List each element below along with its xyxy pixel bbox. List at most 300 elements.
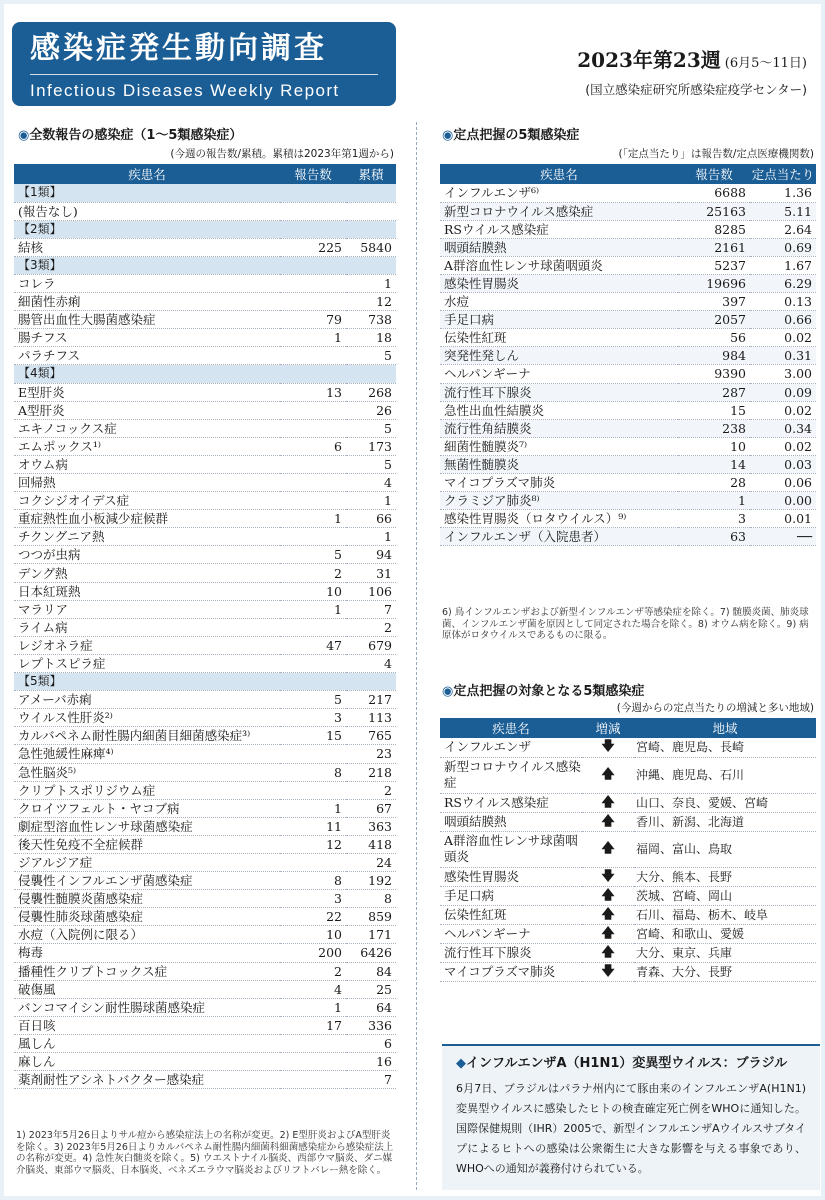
table-row: [440, 905, 816, 924]
col-disease: 疾患名: [440, 164, 678, 184]
report-count: 225: [280, 238, 346, 256]
table-row: [440, 311, 816, 329]
report-count: [280, 274, 346, 292]
disease-name: ウイルス性肝炎²⁾: [14, 709, 280, 727]
table-row: [14, 636, 396, 654]
table-row: [440, 455, 816, 473]
disease-name: マイコプラズマ肺炎: [440, 962, 582, 981]
trend-table: [440, 718, 816, 982]
disease-name: 流行性角結膜炎: [440, 419, 678, 437]
column-divider: [416, 122, 417, 1190]
disease-name: 回帰熱: [14, 474, 280, 492]
cumulative-count: 363: [346, 817, 396, 835]
table-row: [14, 546, 396, 564]
region-list: 大分、東京、兵庫: [634, 943, 816, 962]
table-row: [440, 329, 816, 347]
table-row: [14, 835, 396, 853]
table-row: [440, 757, 816, 793]
disease-name: 腸チフス: [14, 329, 280, 347]
disease-name: クリプトスポリジウム症: [14, 781, 280, 799]
news-title: [456, 1052, 806, 1071]
col-change: 増減: [582, 718, 634, 738]
table-row: [440, 238, 816, 256]
arrow-up-icon: 🡅: [582, 905, 634, 924]
table-row: [440, 528, 816, 546]
category-label: 【5類】: [14, 673, 396, 691]
disease-name: 伝染性紅斑: [440, 329, 678, 347]
table-row: [14, 293, 396, 311]
cumulative-count: 84: [346, 962, 396, 980]
table-row: [440, 831, 816, 867]
region-list: 茨城、宮崎、岡山: [634, 886, 816, 905]
disease-name: 急性出血性結膜炎: [440, 401, 678, 419]
table-header: [14, 164, 396, 184]
table-row: [14, 455, 396, 473]
disease-name: コクシジオイデス症: [14, 492, 280, 510]
table-row: [14, 1034, 396, 1052]
report-count: 2: [280, 564, 346, 582]
cumulative-count: 5: [346, 347, 396, 365]
section1-note: (今週の報告数/累積。累積は2023年第1週から): [170, 148, 394, 160]
table-row: [14, 329, 396, 347]
report-count: 3: [678, 510, 750, 528]
cumulative-count: 679: [346, 636, 396, 654]
cumulative-count: 4: [346, 474, 396, 492]
report-count: [280, 202, 346, 220]
all-reports-table: [14, 164, 396, 1089]
table-row: [14, 944, 396, 962]
table-row: [14, 437, 396, 455]
category-label: 【2類】: [14, 220, 396, 238]
per-sentinel: 6.29: [750, 274, 816, 292]
category-label: 【3類】: [14, 256, 396, 274]
table-row: [14, 474, 396, 492]
disease-name: 感染性胃腸炎（ロタウイルス）⁹⁾: [440, 510, 678, 528]
disease-name: クロイツフェルト・ヤコブ病: [14, 799, 280, 817]
table-row: [440, 401, 816, 419]
col-reports: 報告数: [280, 164, 346, 184]
report-count: 56: [678, 329, 750, 347]
table-row: [14, 890, 396, 908]
title-japanese: 感染症発生動向調査: [30, 31, 327, 66]
table-row: [440, 293, 816, 311]
table-row: [440, 943, 816, 962]
cumulative-count: 26: [346, 401, 396, 419]
disease-name: 水痘: [440, 293, 678, 311]
disease-name: RSウイルス感染症: [440, 793, 582, 812]
report-source: (国立感染症研究所感染症疫学センター): [585, 82, 807, 97]
report-count: 25163: [678, 202, 750, 220]
bullet-icon: ◉: [442, 684, 454, 699]
news-box: [442, 1044, 820, 1190]
report-count: 8285: [678, 220, 750, 238]
report-count: [280, 474, 346, 492]
disease-name: ヘルパンギーナ: [440, 365, 678, 383]
report-count: 28: [678, 474, 750, 492]
news-title-text: インフルエンザA（H1N1）変異型ウイルス：ブラジル: [466, 1056, 788, 1071]
cumulative-count: 23: [346, 745, 396, 763]
disease-name: マラリア: [14, 600, 280, 618]
report-count: 984: [678, 347, 750, 365]
table-row: [440, 793, 816, 812]
report-count: [280, 528, 346, 546]
table-row: [440, 924, 816, 943]
report-count: 8: [280, 872, 346, 890]
table-row: [14, 654, 396, 672]
cumulative-count: 418: [346, 835, 396, 853]
report-count: [280, 347, 346, 365]
per-sentinel: 0.69: [750, 238, 816, 256]
section3-title-text: 定点把握の対象となる5類感染症: [453, 684, 645, 699]
cumulative-count: 1: [346, 274, 396, 292]
per-sentinel: ──: [750, 528, 816, 546]
table-row: [14, 745, 396, 763]
table-row: [14, 419, 396, 437]
per-sentinel: 0.31: [750, 347, 816, 365]
table-header: [440, 164, 816, 184]
section3-note: (今週からの定点当たりの増減と多い地域): [616, 702, 814, 714]
cumulative-count: 738: [346, 311, 396, 329]
category-row: [14, 256, 396, 274]
table-row: [14, 799, 396, 817]
cumulative-count: [346, 202, 396, 220]
table-row: [14, 311, 396, 329]
table-row: [14, 564, 396, 582]
bullet-icon: ◉: [442, 128, 454, 143]
report-count: 12: [280, 835, 346, 853]
title-english: Infectious Diseases Weekly Report: [30, 81, 340, 100]
cumulative-count: 7: [346, 1071, 396, 1089]
table-row: [440, 184, 816, 202]
report-count: 2057: [678, 311, 750, 329]
per-sentinel: 0.00: [750, 492, 816, 510]
cumulative-count: 218: [346, 763, 396, 781]
disease-name: 播種性クリプトコックス症: [14, 962, 280, 980]
col-disease: 疾患名: [440, 718, 582, 738]
disease-name: 細菌性赤痢: [14, 293, 280, 311]
disease-name: 感染性胃腸炎: [440, 274, 678, 292]
diamond-icon: ◆: [456, 1056, 466, 1071]
cumulative-count: 94: [346, 546, 396, 564]
report-count: 2: [280, 962, 346, 980]
disease-name: 流行性耳下腺炎: [440, 943, 582, 962]
disease-name: 突発性発しん: [440, 347, 678, 365]
report-count: [280, 1053, 346, 1071]
report-count: 63: [678, 528, 750, 546]
report-count: 3: [280, 709, 346, 727]
col-per-sentinel: 定点当たり: [750, 164, 816, 184]
region-list: 山口、奈良、愛媛、宮崎: [634, 793, 816, 812]
arrow-up-icon: 🡅: [582, 886, 634, 905]
report-count: 13: [280, 383, 346, 401]
region-list: 香川、新潟、北海道: [634, 812, 816, 831]
report-count: [280, 1034, 346, 1052]
table-row: [440, 962, 816, 981]
report-count: 287: [678, 383, 750, 401]
report-count: 10: [678, 437, 750, 455]
cumulative-count: 8: [346, 890, 396, 908]
bullet-icon: ◉: [18, 128, 30, 143]
disease-name: RSウイルス感染症: [440, 220, 678, 238]
cumulative-count: 64: [346, 998, 396, 1016]
cumulative-count: 5840: [346, 238, 396, 256]
category-label: 【1類】: [14, 184, 396, 202]
report-count: 6688: [678, 184, 750, 202]
table-row: [14, 709, 396, 727]
disease-name: 水痘（入院例に限る）: [14, 926, 280, 944]
cumulative-count: 18: [346, 329, 396, 347]
disease-name: アメーバ赤痢: [14, 691, 280, 709]
week-label: 2023年第23週: [577, 48, 721, 72]
table-row: [14, 510, 396, 528]
table-row: [14, 763, 396, 781]
category-row: [14, 220, 396, 238]
cumulative-count: 106: [346, 582, 396, 600]
report-count: 397: [678, 293, 750, 311]
section2-footnote: 6) 鳥インフルエンザおよび新型インフルエンザ等感染症を除く。7) 髄膜炎菌、肺炎球菌、インフルエンザ菌を原因として同定された場合を除く。8) オウム病を除く。9) 病原体がロタウイルスであるものに限る。: [442, 607, 809, 641]
table-header: [440, 718, 816, 738]
table-row: [14, 926, 396, 944]
disease-name: インフルエンザ: [440, 738, 582, 757]
per-sentinel: 2.64: [750, 220, 816, 238]
table-row: [14, 980, 396, 998]
report-count: 200: [280, 944, 346, 962]
disease-name: 急性弛緩性麻痺⁴⁾: [14, 745, 280, 763]
report-count: 10: [280, 582, 346, 600]
table-row: [440, 886, 816, 905]
section2-note: (「定点当たり」は報告数/定点医療機関数): [618, 148, 814, 160]
cumulative-count: 67: [346, 799, 396, 817]
report-count: 17: [280, 1016, 346, 1034]
report-count: 2161: [678, 238, 750, 256]
region-list: 宮崎、和歌山、愛媛: [634, 924, 816, 943]
report-count: [280, 853, 346, 871]
per-sentinel: 0.03: [750, 455, 816, 473]
table-row: [440, 738, 816, 757]
section2-title-text: 定点把握の5類感染症: [453, 128, 580, 143]
table-row: [14, 962, 396, 980]
table-row: [440, 202, 816, 220]
report-count: 238: [678, 419, 750, 437]
table-row: [14, 347, 396, 365]
disease-name: 百日咳: [14, 1016, 280, 1034]
disease-name: ヘルパンギーナ: [440, 924, 582, 943]
table-row: [440, 383, 816, 401]
arrow-up-icon: 🡅: [582, 757, 634, 793]
disease-name: ライム病: [14, 618, 280, 636]
report-count: 19696: [678, 274, 750, 292]
report-count: 8: [280, 763, 346, 781]
per-sentinel: 1.67: [750, 256, 816, 274]
region-list: 沖縄、鹿児島、石川: [634, 757, 816, 793]
disease-name: A群溶血性レンサ球菌咽頭炎: [440, 831, 582, 867]
cumulative-count: 268: [346, 383, 396, 401]
report-count: 47: [280, 636, 346, 654]
section1-title: [18, 124, 242, 143]
category-row: [14, 365, 396, 383]
report-count: 5: [280, 546, 346, 564]
category-label: 【4類】: [14, 365, 396, 383]
category-row: [14, 673, 396, 691]
table-row: [440, 510, 816, 528]
cumulative-count: 217: [346, 691, 396, 709]
news-body: 6月7日、ブラジルはパラナ州内にて豚由来のインフルエンザA(H1N1) 変異型ウイルスに感染したヒトの検査確定死亡例をWHOに通知した。国際保健規則（IHR）2005で、新型インフルエンザAウイルスサブタイプによるヒトへの感染は公衆衛生に大きな影響を与える事象であり、WHOへの通知が義務付けられている。: [456, 1082, 806, 1175]
disease-name: レジオネラ症: [14, 636, 280, 654]
table-row: [440, 274, 816, 292]
report-count: 9390: [678, 365, 750, 383]
report-count: [280, 745, 346, 763]
disease-name: 侵襲性肺炎球菌感染症: [14, 908, 280, 926]
disease-name: 咽頭結膜熱: [440, 238, 678, 256]
report-count: 10: [280, 926, 346, 944]
col-cumulative: 累積: [346, 164, 396, 184]
report-count: 5237: [678, 256, 750, 274]
report-week: [577, 44, 807, 73]
table-row: [14, 727, 396, 745]
report-count: 1: [280, 329, 346, 347]
arrow-up-icon: 🡅: [582, 924, 634, 943]
disease-name: エムポックス¹⁾: [14, 437, 280, 455]
table-row: [440, 437, 816, 455]
disease-name: 新型コロナウイルス感染症: [440, 202, 678, 220]
region-list: 宮崎、鹿児島、長崎: [634, 738, 816, 757]
arrow-down-icon: 🡇: [582, 867, 634, 886]
table-row: [440, 492, 816, 510]
cumulative-count: 4: [346, 654, 396, 672]
disease-name: 薬剤耐性アシネトバクター感染症: [14, 1071, 280, 1089]
disease-name: オウム病: [14, 455, 280, 473]
arrow-up-icon: 🡅: [582, 812, 634, 831]
table-row: [440, 474, 816, 492]
category-row: [14, 184, 396, 202]
disease-name: コレラ: [14, 274, 280, 292]
table-row: [14, 1053, 396, 1071]
arrow-up-icon: 🡅: [582, 831, 634, 867]
report-count: [280, 419, 346, 437]
per-sentinel: 0.09: [750, 383, 816, 401]
cumulative-count: 859: [346, 908, 396, 926]
section1-title-text: 全数報告の感染症（1～5類感染症）: [29, 128, 243, 143]
disease-name: クラミジア肺炎⁸⁾: [440, 492, 678, 510]
table-row: [14, 872, 396, 890]
arrow-down-icon: 🡇: [582, 962, 634, 981]
per-sentinel: 0.66: [750, 311, 816, 329]
region-list: 青森、大分、長野: [634, 962, 816, 981]
table-row: [14, 1071, 396, 1089]
disease-name: カルバペネム耐性腸内細菌目細菌感染症³⁾: [14, 727, 280, 745]
col-disease: 疾患名: [14, 164, 280, 184]
cumulative-count: 31: [346, 564, 396, 582]
report-count: 1: [280, 799, 346, 817]
disease-name: 破傷風: [14, 980, 280, 998]
disease-name: A群溶血性レンサ球菌咽頭炎: [440, 256, 678, 274]
cumulative-count: 173: [346, 437, 396, 455]
cumulative-count: 6: [346, 1034, 396, 1052]
report-count: 1: [678, 492, 750, 510]
cumulative-count: 113: [346, 709, 396, 727]
col-region: 地域: [634, 718, 816, 738]
disease-name: ジアルジア症: [14, 853, 280, 871]
per-sentinel: 0.02: [750, 437, 816, 455]
table-row: [14, 998, 396, 1016]
disease-name: 手足口病: [440, 886, 582, 905]
disease-name: 流行性耳下腺炎: [440, 383, 678, 401]
disease-name: 感染性胃腸炎: [440, 867, 582, 886]
report-page: [4, 4, 821, 1196]
disease-name: 後天性免疫不全症候群: [14, 835, 280, 853]
report-count: 6: [280, 437, 346, 455]
disease-name: 重症熱性血小板減少症候群: [14, 510, 280, 528]
disease-name: 劇症型溶血性レンサ球菌感染症: [14, 817, 280, 835]
table-row: [14, 528, 396, 546]
report-count: [280, 455, 346, 473]
report-count: [280, 1071, 346, 1089]
disease-name: デング熱: [14, 564, 280, 582]
report-count: 5: [280, 691, 346, 709]
report-count: 14: [678, 455, 750, 473]
table-row: [14, 853, 396, 871]
section2-title: [442, 124, 579, 143]
report-count: 1: [280, 998, 346, 1016]
table-row: [14, 618, 396, 636]
arrow-up-icon: 🡅: [582, 793, 634, 812]
report-count: [280, 654, 346, 672]
section3-title: [442, 680, 644, 699]
table-row: [440, 419, 816, 437]
table-row: [14, 582, 396, 600]
col-reports: 報告数: [678, 164, 750, 184]
per-sentinel: 0.13: [750, 293, 816, 311]
disease-name: インフルエンザ⁶⁾: [440, 184, 678, 202]
cumulative-count: 192: [346, 872, 396, 890]
disease-name: A型肝炎: [14, 401, 280, 419]
cumulative-count: 1: [346, 528, 396, 546]
per-sentinel: 1.36: [750, 184, 816, 202]
cumulative-count: 24: [346, 853, 396, 871]
report-count: 22: [280, 908, 346, 926]
cumulative-count: 12: [346, 293, 396, 311]
report-count: [280, 293, 346, 311]
report-count: 79: [280, 311, 346, 329]
disease-name: 梅毒: [14, 944, 280, 962]
sentinel-table: [440, 164, 816, 546]
region-list: 福岡、富山、鳥取: [634, 831, 816, 867]
disease-name: 細菌性髄膜炎⁷⁾: [440, 437, 678, 455]
disease-name: パラチフス: [14, 347, 280, 365]
cumulative-count: 5: [346, 419, 396, 437]
disease-name: マイコプラズマ肺炎: [440, 474, 678, 492]
region-list: 大分、熊本、長野: [634, 867, 816, 886]
disease-name: エキノコックス症: [14, 419, 280, 437]
disease-name: レプトスピラ症: [14, 654, 280, 672]
report-count: [280, 781, 346, 799]
disease-name: 伝染性紅斑: [440, 905, 582, 924]
cumulative-count: 1: [346, 492, 396, 510]
table-row: [14, 401, 396, 419]
disease-name: (報告なし): [14, 202, 280, 220]
report-count: [280, 401, 346, 419]
disease-name: 急性脳炎⁵⁾: [14, 763, 280, 781]
table-row: [14, 492, 396, 510]
table-row: [14, 383, 396, 401]
disease-name: バンコマイシン耐性腸球菌感染症: [14, 998, 280, 1016]
report-count: 15: [280, 727, 346, 745]
report-count: [280, 618, 346, 636]
per-sentinel: 3.00: [750, 365, 816, 383]
title-divider: [30, 74, 378, 75]
table-row: [14, 908, 396, 926]
table-row: [14, 781, 396, 799]
